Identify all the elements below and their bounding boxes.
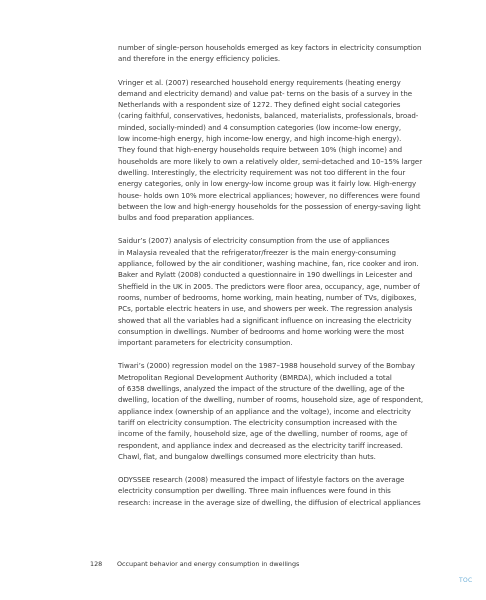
text-line: electricity consumption per dwelling. Three main influences were found in this <box>118 486 391 496</box>
text-line: PCs, portable electric heaters in use, and showers per week. The regression analysis <box>118 304 413 314</box>
text-line: They found that high-energy households require between 10% (high income) and <box>118 145 403 155</box>
text-line: Vringer et al. (2007) researched household energy requirements (heating energy <box>118 77 401 87</box>
text-line: consumption in dwellings. Number of bedrooms and home working were the most <box>118 326 405 336</box>
text-line: research: increase in the average size of dwelling, the diffusion of electrical appliances <box>118 497 421 507</box>
text-line: number of single-person households emerged as key factors in electricity consumption <box>118 43 422 52</box>
text-line: Saidur’s (2007) analysis of electricity consumption from the use of appliances <box>118 236 390 246</box>
text-line: energy categories, only in low energy-low income group was it fairly low. High-energy <box>118 179 417 189</box>
text-line: showed that all the variables had a significant influence on increasing the electricity <box>118 315 412 325</box>
text-line: ODYSSEE research (2008) measured the impact of lifestyle factors on the average <box>118 475 405 485</box>
text-line: low income-high energy, high income-low energy, and high income-high energy). <box>118 134 402 144</box>
paragraph-1 <box>118 42 470 65</box>
text-line: important parameters for electricity consumption. <box>118 338 293 348</box>
paragraph-5 <box>118 474 470 508</box>
text-line: respondent, and appliance index and decreased as the electricity tariff increased. <box>118 440 403 450</box>
text-line: bulbs and food preparation appliances. <box>118 213 255 223</box>
text-line: appliance index (ownership of an appliance and the voltage), income and electricity <box>118 406 411 416</box>
text-line: dwelling. Interestingly, the electricity requirement was not too different in the four <box>118 167 406 177</box>
page-footer <box>90 560 299 568</box>
text-line: income of the family, household size, age of the dwelling, number of rooms, age of <box>118 429 408 439</box>
text-line: and therefore in the energy efficiency policies. <box>118 54 281 64</box>
text-line: dwelling, location of the dwelling, number of rooms, household size, age of respondent, <box>118 395 424 405</box>
text-line: Tiwari’s (2000) regression model on the 1987–1988 household survey of the Bombay <box>118 361 415 371</box>
text-line: appliance, followed by the air conditioner, washing machine, fan, rice cooker and iron. <box>118 259 419 269</box>
text-line: in Malaysia revealed that the refrigerator/freezer is the main energy-consuming <box>118 247 396 257</box>
text-line: households are more likely to own a relatively older, semi-detached and 10–15% larger <box>118 156 423 166</box>
main-text-column <box>118 42 470 520</box>
text-line: Sheffield in the UK in 2005. The predictors were floor area, occupancy, age, number of <box>118 281 420 291</box>
text-line: Chawl, flat, and bungalow dwellings consumed more electricity than huts. <box>118 451 376 461</box>
text-line: Netherlands with a respondent size of 1272. They defined eight social categories <box>118 100 401 110</box>
text-line: Metropolitan Regional Development Authority (BMRDA), which included a total <box>118 372 392 382</box>
text-line: rooms, number of bedrooms, home working, main heating, number of TVs, digiboxes, <box>118 292 417 302</box>
running-title: Occupant behavior and energy consumption in dwellings <box>117 560 300 568</box>
text-line: (caring faithful, conservatives, hedonists, balanced, materialists, professionals, broad- <box>118 111 419 121</box>
text-line: Baker and Rylatt (2008) conducted a questionnaire in 190 dwellings in Leicester and <box>118 270 413 280</box>
paragraph-3 <box>118 235 470 348</box>
text-line: between the low and high-energy households for the possession of energy-saving light <box>118 201 421 211</box>
text-line: demand and electricity demand) and value pat- terns on the basis of a survey in the <box>118 88 413 98</box>
paragraph-2 <box>118 77 470 224</box>
text-line: minded, socially-minded) and 4 consumption categories (low income-low energy, <box>118 122 402 132</box>
text-line: tariff on electricity consumption. The electricity consumption increased with the <box>118 417 397 427</box>
text-line: house- holds own 10% more electrical appliances; however, no differences were found <box>118 190 420 200</box>
page-number: 128 <box>90 560 103 568</box>
toc-link[interactable]: TOC <box>459 577 473 584</box>
paragraph-4 <box>118 360 470 462</box>
text-line: of 6358 dwellings, analyzed the impact of the structure of the dwelling, age of the <box>118 384 405 394</box>
